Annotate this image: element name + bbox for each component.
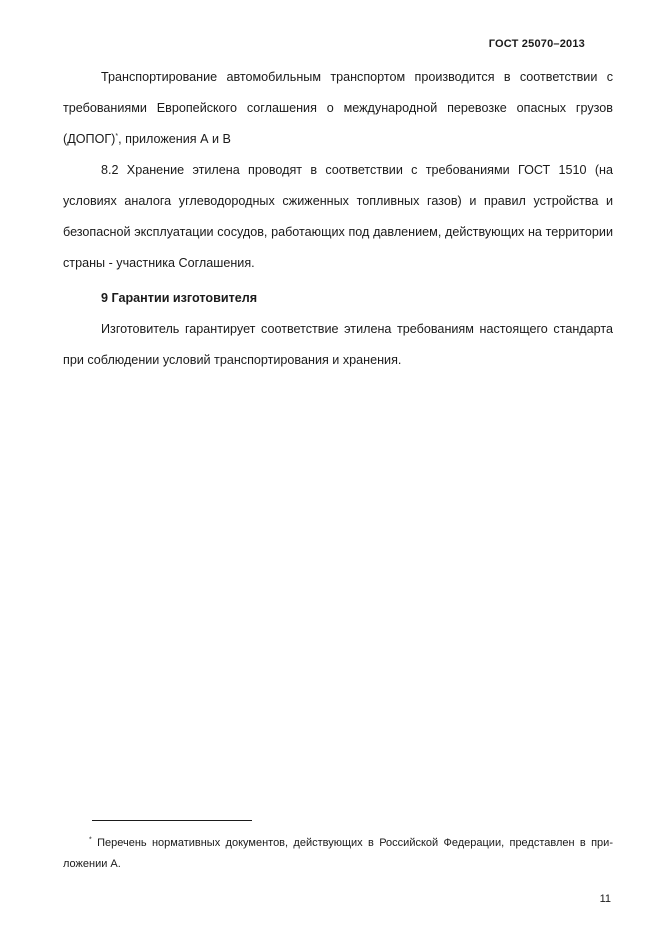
footnote-mark: * <box>89 836 92 844</box>
document-header: ГОСТ 25070–2013 <box>488 38 585 50</box>
paragraph-guarantees: Изготовитель гарантирует соответствие этилена требованиям настоящего стандарта при соблюдении условий транспортирования и хранения. <box>63 322 613 367</box>
paragraph-transport-tail: , приложения А и В <box>118 132 231 146</box>
footnote-reference: * <box>115 132 119 140</box>
section-heading-guarantees: 9 Гарантии изготовителя <box>101 291 258 305</box>
footnote <box>63 833 613 875</box>
paragraph-transport <box>63 62 613 155</box>
paragraph-transport-text: Транспортирование автомобильным транспортом производится в соответствии с требованиями Европейского соглашения о международной перевозке опасных грузов (ДОПОГ) <box>63 70 613 146</box>
paragraph-storage: 8.2 Хранение этилена проводят в соответствии с требованиями ГОСТ 1510 (на условиях аналога углеводородных сжиженных топливных газов) и правил устройства и безопасной эксплуатации сосудов, работающих под давлением, действующих на территории страны - участника Соглашения. <box>63 163 613 270</box>
footnote-separator <box>92 820 252 821</box>
main-text <box>63 62 613 376</box>
page-number: 11 <box>599 893 611 905</box>
footnote-text: Перечень нормативных документов, действующих в Российской Федерации, представлен в приложении А. <box>63 837 613 870</box>
